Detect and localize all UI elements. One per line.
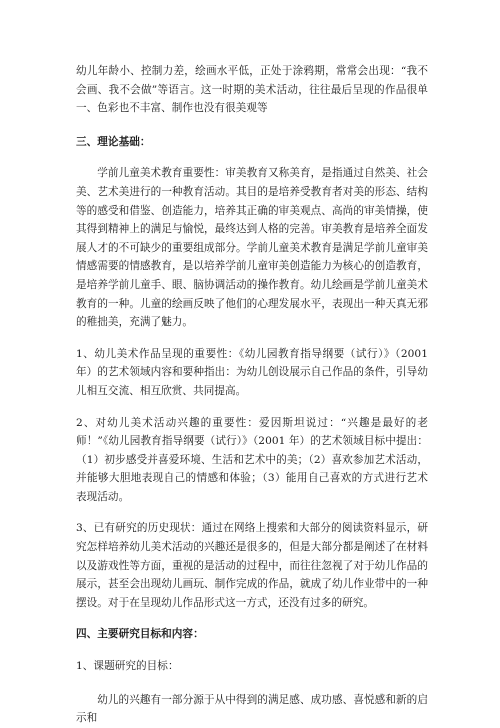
intro-paragraph: 幼儿年龄小、控制力差，绘画水平低，正处于涂鸦期，常常会出现：“我不会画、我不会做”等语言。这一时期的美术活动，往往最后呈现的作品很单一、色彩也不丰富、制作也没有很美观等: [76, 65, 428, 115]
last-paragraph: 幼儿的兴趣有一部分源于从中得到的满足感、成功感、喜悦感和新的启示和: [76, 693, 428, 725]
document-page: [76, 62, 428, 728]
list-item-importance: 1、幼儿美术作品呈现的重要性：《幼儿园教育指导纲要（试行）》（2001 年）的艺术领域内容和要种指出：为幼儿创设展示自己作品的条件，引导幼儿相互交流、相互欣赏、共同提高。: [76, 347, 428, 397]
list-item-interest: 2、对幼儿美术活动兴趣的重要性：爱因斯坦说过：“兴趣是最好的老师！”《幼儿园教育指导纲要（试行）》（2001 年）的艺术领域目标中提出：（1）初步感受并喜爱环境、生活和艺术中的美；（2）喜欢参加艺术活动，并能够大胆地表现自己的情感和体验；（3）能用自己喜欢的方式进行艺术表现活动。: [76, 416, 428, 503]
section-heading-goals: 四、主要研究目标和内容：: [76, 628, 204, 641]
theory-paragraph: 学前儿童美术教育重要性：审美教育又称美育，是指通过自然美、社会美、艺术美进行的一种教育活动。其目的是培养受教育者对美的形态、结构等的感受和借鉴、创造能力，培养其正确的审美观点、高尚的审美情操，使其得到精神上的满足与愉悦，最终达到人格的完善。审美教育是培养全面发展人才的不可缺少的重要组成部分。学前儿童美术教育是满足学前儿童审美情感需要的情感教育，是以培养学前儿童审美创造能力为核心的创造教育，是培养学前儿童手、眼、脑协调活动的操作教育。幼儿绘画是学前儿童美术教育的一种。儿童的绘画反映了他们的心理发展水平，表现出一种天真无邪的稚拙美，充满了魅力。: [76, 167, 428, 329]
list-item-history: 3、已有研究的历史现状：通过在网络上搜索和大部分的阅读资料显示，研究怎样培养幼儿美术活动的兴趣还是很多的，但是大部分都是阐述了在材料以及游戏性等方面，重视的是活动的过程中，而往往忽视了对于幼儿作品的展示，甚至会出现幼儿画玩、制作完成的作品，就成了幼儿作业带中的一种摆设。对于在呈现幼儿作品形式这一方式，还没有过多的研究。: [76, 522, 428, 609]
subheading-goals: 1、课题研究的目标：: [76, 660, 179, 673]
section-heading-theory: 三、理论基础：: [76, 135, 151, 148]
